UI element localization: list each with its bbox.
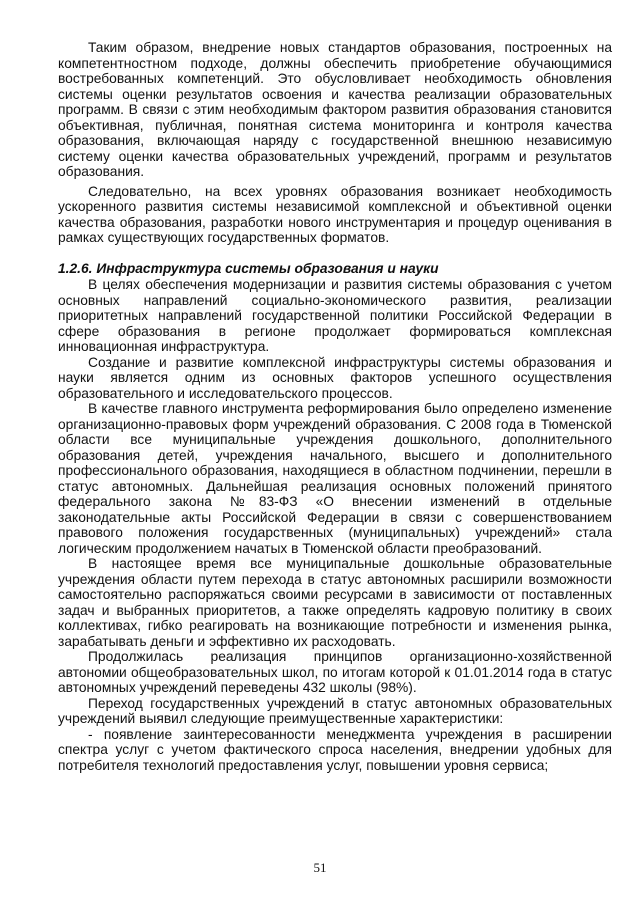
document-body <box>58 40 612 777</box>
paragraph: Создание и развитие комплексной инфраструктуры системы образования и науки является одним из основных факторов успешного осуществления образовательного и исследовательского процессов. <box>58 354 612 401</box>
list-item: - появление заинтересованности менеджмента учреждения в расширении спектра услуг с учетом фактического спроса населения, внедрении удобных для потребителя технологий предоставления услуг, повышении уровня сервиса; <box>58 726 612 773</box>
paragraph: Следовательно, на всех уровнях образования возникает необходимость ускоренного развития системы независимой комплексной и объективной оценки качества образования, разработки нового инструментария и процедур оценивания в рамках существующих государственных форматов. <box>58 183 612 245</box>
paragraph: В настоящее время все муниципальные дошкольные образовательные учреждения области путем перехода в статус автономных расширили возможности самостоятельно распоряжаться своими ресурсами в зависимости от поставленных задач и выбранных приоритетов, а также определять кадровую политику в своих коллективах, гибко реагировать на возникающие потребности и изменения рынка, зарабатывать деньги и эффективно их расходовать. <box>58 556 612 649</box>
paragraph: Таким образом, внедрение новых стандартов образования, построенных на компетентностном подходе, должны обеспечить приобретение обучающимися востребованных компетенций. Это обусловливает необходимость обновления системы оценки результатов освоения и качества реализации образовательных программ. В связи с этим необходимым фактором развития образования становится объективная, публичная, понятная система мониторинга и контроля качества образования, включающая наряду с государственной внешнюю независимую систему оценки качества образовательных учреждений, программ и результатов образования. <box>58 40 612 179</box>
paragraph: Переход государственных учреждений в статус автономных образовательных учреждений выявил следующие преимущественные характеристики: <box>58 695 612 726</box>
page-number: 51 <box>313 860 327 875</box>
paragraph: В качестве главного инструмента реформирования было определено изменение организационно-правовых форм учреждений образования. С 2008 года в Тюменской области все муниципальные учреждения дошкольного, дополнительного образования детей, учреждения начального, высшего и дополнительного профессионального образования, находящиеся в областном подчинении, перешли в статус автономных. Дальнейшая реализация основных положений принятого федерального закона №83-ФЗ «О внесении изменений в отдельные законодательные акты Российской Федерации в связи с совершенствованием правового положения государственных (муниципальных) учреждений» стала логическим продолжением начатых в Тюменской области преобразований. <box>58 401 612 556</box>
paragraph: В целях обеспечения модернизации и развития системы образования с учетом основных направлений социально-экономического развития, реализации приоритетных направлений государственной политики Российской Федерации в сфере образования в регионе продолжает формироваться комплексная инновационная инфраструктура. <box>58 277 612 354</box>
paragraph: Продолжилась реализация принципов организационно-хозяйственной автономии общеобразовательных школ, по итогам которой к 01.01.2014 года в статус автономных учреждений переведены 432 школы (98%). <box>58 649 612 695</box>
section-heading: 1.2.6. Инфраструктура системы образования и науки <box>58 260 439 276</box>
